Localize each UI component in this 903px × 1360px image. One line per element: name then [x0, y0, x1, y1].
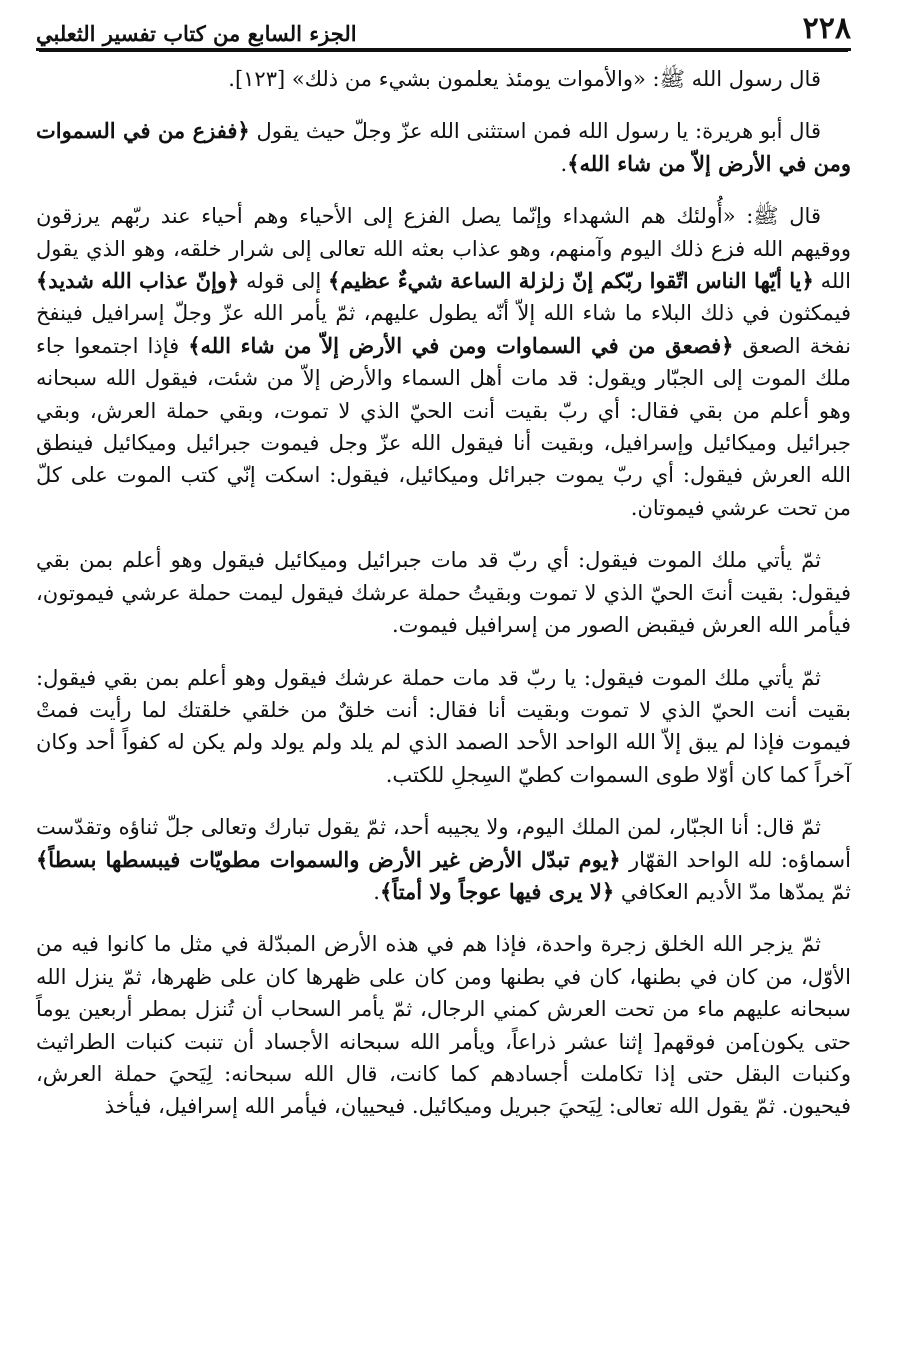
page-body	[36, 63, 851, 1123]
quran-quote: ﴿لا يرى فيها عوجاً ولا أمتاً﴾	[379, 878, 615, 904]
text-run: فيمكثون في ذلك البلاء ما شاء الله إلاّ أنّه يطول عليهم، ثمّ يأمر الله عزّ وجلّ إسرافيل فينفخ نفخة الصعق	[36, 301, 851, 358]
text-run: ثمّ يأتي ملك الموت فيقول: أي ربّ قد مات جبرائيل وميكائيل فيقول وهو أعلم بمن بقي فيقول: بقيت أنتَ الحيّ الذي لا تموت وبقيتُ حملة عرشك فيقول ليمت حملة عرشي فيموتون، فيأمر الله العرش فيقبض الصور من إسرافيل فيموت.	[36, 548, 851, 638]
paragraph	[36, 928, 851, 1122]
paragraph	[36, 63, 851, 95]
text-run: قال أبو هريرة: يا رسول الله فمن استثنى الله عزّ وجلّ حيث يقول	[249, 119, 821, 144]
quran-quote: ﴿يا أيّها الناس اتّقوا ربّكم إنّ زلزلة الساعة شيءٌ عظيم﴾	[328, 268, 814, 294]
page-number: ٢٢٨	[802, 11, 851, 46]
running-title: الجزء السابع من كتاب تفسير الثعلبي	[36, 21, 357, 46]
paragraph	[36, 544, 851, 641]
quran-quote: ﴿فصعق من في السماوات ومن في الأرض إلاّ من شاء الله﴾	[188, 332, 734, 358]
quran-quote: ﴿يوم تبدّل الأرض غير الأرض والسموات مطويّات فيبسطها بسطاً﴾	[36, 846, 621, 872]
text-run: .	[560, 151, 568, 176]
text-run: ثمّ قال: أنا الجبّار، لمن الملك اليوم، ولا يجيبه أحد، ثمّ يقول تبارك وتعالى جلّ ثناؤه وتقدّست أسماؤه: لله الواحد القهّار	[36, 815, 851, 872]
paragraph	[36, 811, 851, 908]
quran-quote: ﴿وإنّ عذاب الله شديد﴾	[36, 268, 240, 294]
text-run: قال ﷺ: «أُولئك هم الشهداء وإنّما يصل الفزع إلى الأحياء وهم أحياء عند ربّهم يرزقون ووقيهم الله فزع ذلك اليوم وآمنهم، وهو عذاب بعثه الله تعالى إلى شرار خلقه، وهو الذي يقول الله	[36, 204, 852, 294]
quran-quote: ﴿ففزع من في السموات ومن في الأرض إلاّ من شاء الله﴾	[36, 118, 851, 176]
paragraph	[36, 662, 851, 792]
text-run: ثمّ يزجر الله الخلق زجرة واحدة، فإذا هم في هذه الأرض المبدّلة في مثل ما كانوا فيه من الأوّل، من كان في بطنها، كان في بطنها ومن كان على ظهرها كان على ظهرها، ثمّ ينزل الله سبحانه عليهم ماء من تحت العرش كمني الرجال، ثمّ يأمر السحاب أن تُنزل بمطر أربعين يوماً حتى يكون]من فوقهم[ إثنا عشر ذراعاً، ويأمر الله سبحانه الأجساد أن تنبت كنبات الطراثيث وكنبات البقل حتى إذا تكاملت أجسادهم كما كانت، قال الله سبحانه: لِيَحيَ حملة العرش، فيحيون. ثمّ يقول الله تعالى: لِيَحيَ جبريل وميكائيل. فيحييان، فيأمر الله إسرافيل، فيأخذ	[36, 932, 851, 1119]
paragraph	[36, 115, 851, 180]
text-run: ثمّ يمدّها مدّ الأديم العكافي	[614, 879, 851, 904]
text-run: قال رسول الله ﷺ: «والأموات يومئذ يعلمون بشيء من ذلك» [١٢٣].	[228, 67, 821, 91]
text-run: فإذا اجتمعوا جاء ملك الموت إلى الجبّار ويقول: قد مات أهل السماء والأرض إلاّ من شئت، فيقول الله سبحانه وهو أعلم من بقي فقال: أي ربّ بقيت أنت الحيّ الذي لا تموت، وبقي حملة العرش، وبقي جبرائيل وميكائيل وإسرافيل، وبقيت أنا فيقول الله عزّ وجل فيموت جبرائيل وميكائيل فينطق الله العرش فيقول: أي ربّ يموت جبرائل وميكائيل، فيقول: اسكت إنّي كتب الموت على كلّ من تحت عرشي فيموتان.	[36, 333, 851, 520]
page-header	[36, 6, 851, 51]
text-run: .	[373, 879, 380, 904]
paragraph	[36, 200, 851, 524]
text-run: ثمّ يأتي ملك الموت فيقول: يا ربّ قد مات حملة عرشك فيقول وهو أعلم بمن بقي فيقول: بقيت أنت الحيّ الذي لا تموت وبقيت أنا فقال: أنت خلقٌ من خلقي خلقتك لما رأيت فمتْ فيموت فإذا لم يبق إلاّ الله الواحد الأحد الصمد الذي لم يلد ولم يولد ولم يكن له كفواً أحد وكان آخراً كما كان أوّلا طوى السموات كطيّ السِجلِ للكتب.	[36, 665, 851, 787]
text-run: إلى قوله	[239, 269, 328, 294]
